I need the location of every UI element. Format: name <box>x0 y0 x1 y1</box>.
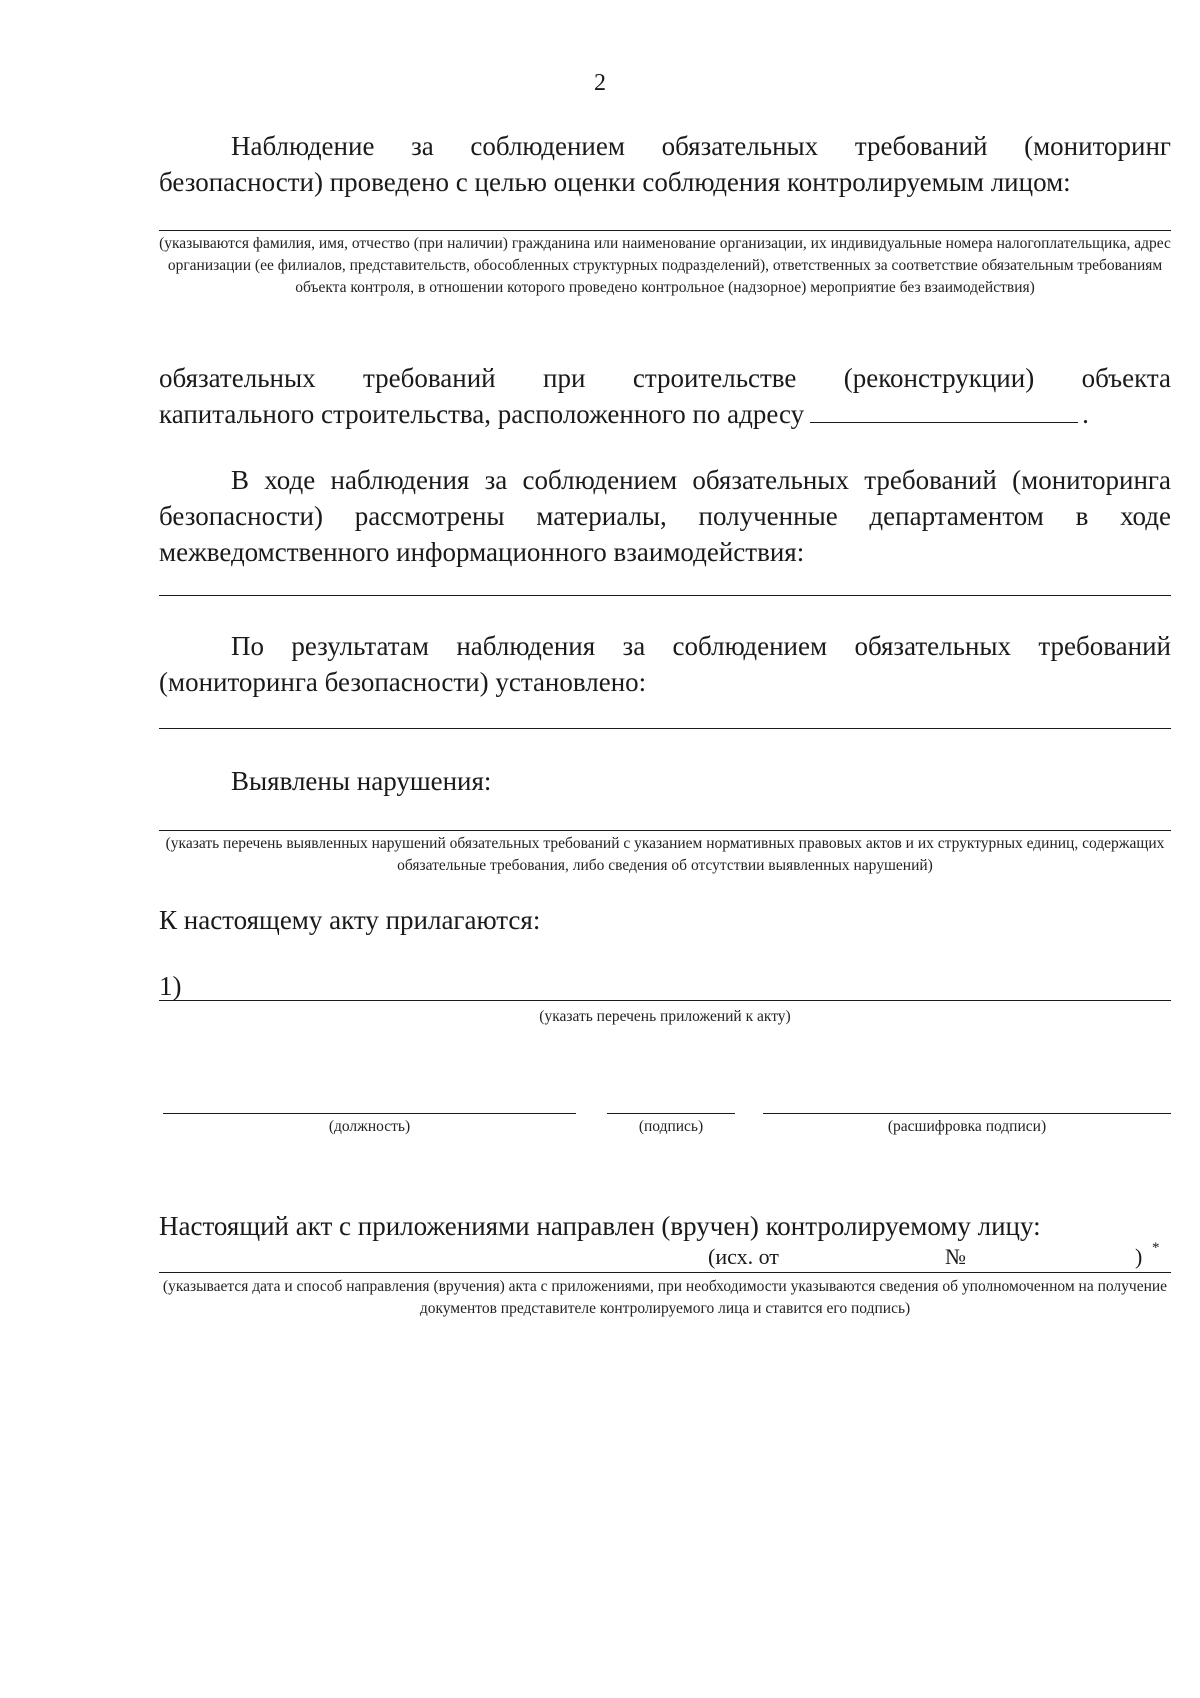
address-text: капитального строительства, расположенного по адресу <box>159 399 805 429</box>
paragraph-materials: В ходе наблюдения за соблюдением обязательных требований (мониторинга безопасности) рассмотрены материалы, полученные департаментом в ходе межведомственного информационного взаимодействия: <box>159 465 1171 567</box>
fill-line-delivery <box>159 1272 1171 1273</box>
caption-signature: (подпись) <box>638 1118 704 1135</box>
address-end: . <box>1082 399 1089 429</box>
page-number: 2 <box>594 70 606 96</box>
fill-line-results <box>159 728 1171 729</box>
paragraph-delivery: Настоящий акт с приложениями направлен (вручен) контролируемому лицу: <box>159 1211 1041 1241</box>
reference-asterisk: * <box>1152 1240 1160 1256</box>
fill-line-attachments <box>159 1000 1171 1001</box>
signature-line-decoding <box>763 1113 1171 1114</box>
caption-decoding: (расшифровка подписи) <box>887 1118 1047 1135</box>
caption-delivery: (указывается дата и способ направления (вручения) акта с приложениями, при необходимости указываются сведения об уполномоченном на получение документов представителе контролируемого лица и ставится его подпись) <box>162 1278 1168 1317</box>
paragraph-monitoring-purpose: Наблюдение за соблюдением обязательных требований (мониторинг безопасности) проведено с целью оценки соблюдения контролируемым лицом: <box>159 131 1171 197</box>
fill-line-materials <box>159 595 1171 596</box>
fill-line-controlled-person <box>159 230 1171 231</box>
paragraph-violations: Выявлены нарушения: <box>231 766 492 796</box>
paragraph-requirements-line2 <box>159 396 1171 432</box>
paragraph-attachments: К настоящему акту прилагаются: <box>159 905 541 935</box>
signature-line-signature <box>607 1113 735 1114</box>
caption-violations: (указать перечень выявленных нарушений обязательных требований с указанием нормативных правовых актов и их структурных единиц, содержащих обязательные требования, либо сведения об отсутствии выявленных нарушений) <box>165 835 1165 874</box>
attachment-item-1: 1) <box>159 971 182 1001</box>
caption-controlled-person: (указываются фамилия, имя, отчество (при наличии) гражданина или наименование организации, их индивидуальные номера налогоплательщика, адрес организации (ее филиалов, представительств, обособленных структурных подразделений), ответственных за соответствие обязательным требованиям объекта контроля, в отношении которого проведено контрольное (надзорное) мероприятие без взаимодействия) <box>159 235 1171 296</box>
caption-position: (должность) <box>328 1118 411 1135</box>
reference-prefix: (исх. от <box>708 1244 779 1269</box>
fill-line-violations <box>159 830 1171 831</box>
reference-number-sign: № <box>945 1244 966 1269</box>
reference-close: ) <box>1135 1244 1143 1269</box>
paragraph-results: По результатам наблюдения за соблюдением обязательных требований (мониторинга безопасности) установлено: <box>159 631 1171 697</box>
address-field[interactable] <box>810 400 1078 423</box>
signature-line-position <box>163 1113 576 1114</box>
caption-attachments: (указать перечень приложений к акту) <box>539 1008 791 1025</box>
paragraph-requirements-line1: обязательных требований при строительстве (реконструкции) объекта <box>159 363 1171 393</box>
